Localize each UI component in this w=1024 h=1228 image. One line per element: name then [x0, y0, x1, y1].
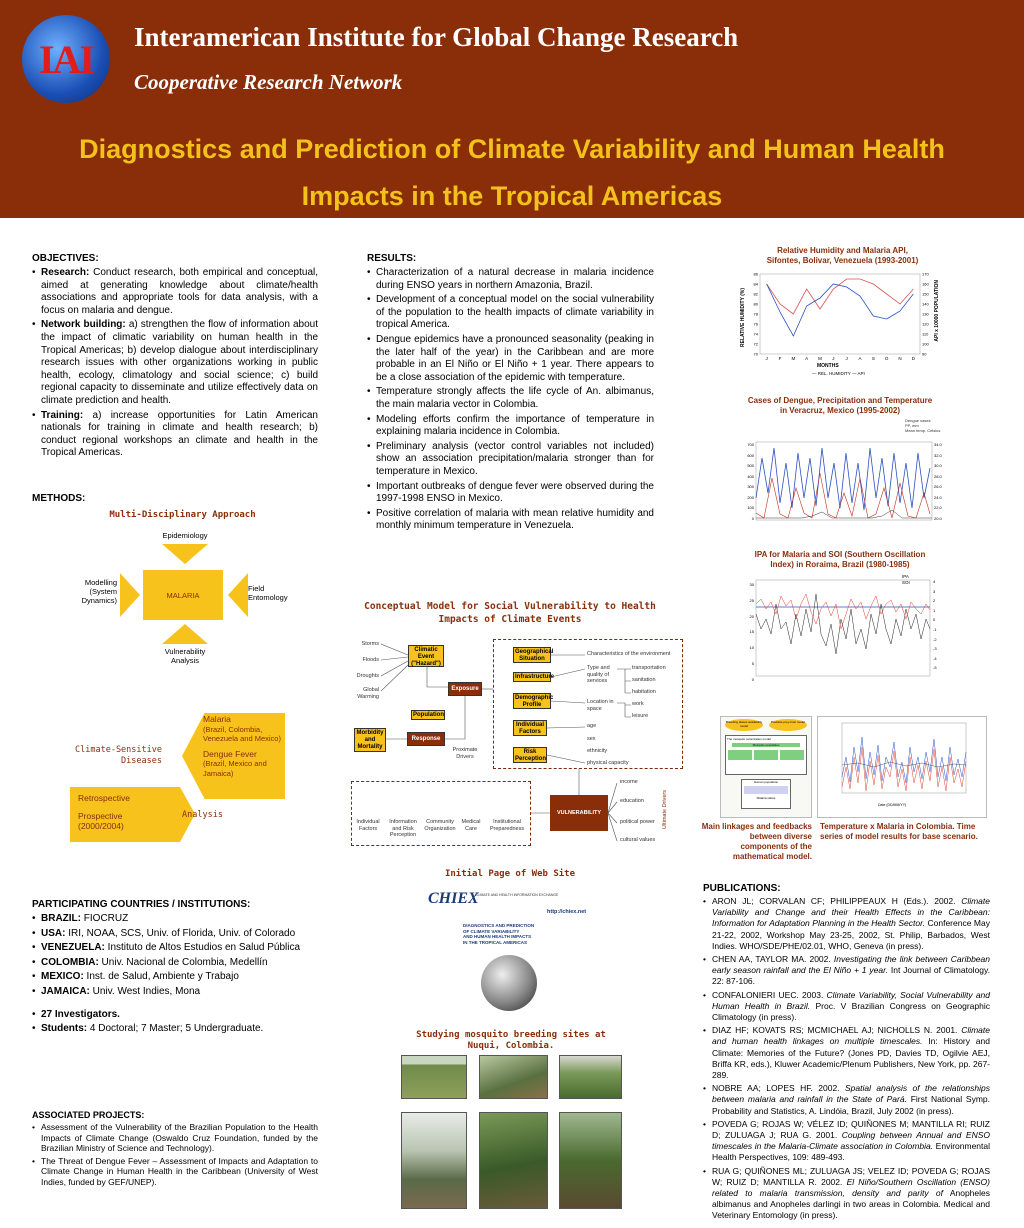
- title-line-2: Impacts in the Tropical Americas: [301, 181, 723, 211]
- y2-tick-label: 100: [922, 341, 929, 347]
- field-photo-5: [479, 1112, 548, 1209]
- chart2-frame: [742, 418, 947, 538]
- multidisciplinary-diagram: [60, 528, 310, 668]
- x-tick-label: J: [832, 356, 835, 361]
- concept-model-diagram: [345, 635, 685, 850]
- concept-model-connectors: [345, 635, 685, 850]
- legend-humidity: REL. HUMIDITY: [817, 371, 851, 376]
- timeseries-frame: [817, 716, 987, 818]
- arrow-right-shape: [120, 573, 140, 617]
- detail-location: Location in space: [587, 699, 614, 712]
- bottom-medical: Medical Care: [461, 819, 481, 832]
- detail-physical: physical capacity: [587, 760, 629, 766]
- detail-transportation: transportation: [632, 665, 666, 671]
- y2-tick-label: 110: [922, 331, 929, 337]
- climate-sensitive-label: Climate-Sensitive Diseases: [75, 745, 162, 766]
- mosquito-colonization-box: The mosquito colonization model Mosquito population: [725, 735, 807, 775]
- chart1-frame: [742, 268, 942, 380]
- detail-services: Type and quality of services: [587, 665, 610, 684]
- x-tick-label: A: [805, 356, 809, 361]
- objective-item: • Network building: a) strengthen the flow of information about the impact of climatic variability on human health in the Tropical Americas; b) develop dialogue about interdisciplinary research issues with other organizations working in public health, ecology, climatology and social science; c) build regional capacity to disseminate and utilize effectively data on climate prediction and health.: [32, 319, 318, 407]
- students-item: • Students: 4 Doctoral; 7 Master; 5 Undergraduate.: [32, 1023, 322, 1036]
- chart3-title: IPA for Malaria and SOI (Southern Oscillation Index) in Roraima, Brazil (1980-1985): [754, 550, 926, 569]
- field-photo-1: [401, 1055, 467, 1099]
- result-item: • Important outbreaks of dengue fever were observed during the 1997-1998 ENSO in Mexico.: [367, 481, 654, 506]
- participating-section: [32, 899, 322, 1038]
- response-box: Response: [407, 732, 445, 746]
- result-item: • Positive correlation of malaria with mean relative humidity and monthly minimum temperature in Venezuela.: [367, 508, 654, 533]
- investigators-item: • 27 Investigators.: [32, 1009, 322, 1022]
- factor-geographical: Geographical Situation: [515, 649, 554, 662]
- globe-image: [481, 955, 537, 1011]
- chart1-ylabel: RELATIVE HUMIDITY (%): [740, 288, 746, 347]
- x-tick-label: O: [884, 356, 889, 361]
- legend-api: API: [857, 371, 865, 376]
- y-tick-label: 74: [753, 331, 758, 337]
- malaria-countries: (Brazil, Colombia, Venezuela and Mexico): [203, 724, 281, 743]
- right-education: education: [620, 798, 644, 804]
- population-box: Population: [413, 712, 444, 718]
- driver-droughts: Droughts: [356, 673, 379, 679]
- website-screenshot: [425, 887, 600, 1025]
- linkages-diagram: [720, 716, 812, 818]
- bottom-individual: Individual Factors: [356, 819, 380, 832]
- human-population-box: Human population Malaria status: [741, 779, 791, 809]
- x-tick-label: J: [765, 356, 768, 361]
- factor-risk: Risk Perception: [515, 749, 547, 762]
- x-tick-label: J: [845, 356, 848, 361]
- chart1-title: Relative Humidity and Malaria API, Sifontes, Bolivar, Venezuela (1993-2001): [766, 246, 919, 265]
- breeding-model-box: Breeding places availability model: [725, 719, 763, 731]
- field-photo-4: [401, 1112, 467, 1209]
- chart1-plot-area: [760, 274, 920, 354]
- chart3-yticks: 30 25 20 15 10 5 0: [749, 582, 754, 682]
- associated-item: • Assessment of the Vulnerability of the Brazilian Population to the Health Impacts of Climate Change (Oswaldo Cruz Foundation, funded by the Brazilian Ministry of Science and Technology).: [32, 1122, 318, 1154]
- y-tick-label: 86: [753, 271, 758, 277]
- factor-demographic: Demographic Profile: [515, 695, 554, 708]
- y2-tick-label: 120: [922, 321, 929, 327]
- y2-tick-label: 90: [922, 351, 927, 357]
- predator-model-box: Predator-prey-host model: [769, 719, 807, 731]
- country-item: • VENEZUELA: Instituto de Altos Estudios en Salud Pública: [32, 942, 322, 955]
- arrow-down-shape: [162, 544, 208, 564]
- chart3-frame: [742, 574, 947, 694]
- y2-tick-label: 130: [922, 311, 929, 317]
- result-item: • Dengue epidemics have a pronounced seasonality (peaking in the later half of the year) in the Caribbean and are more probable in an El Niño or El Niño + 1 year. There appears to be a close association of the epidemic with temperature.: [367, 334, 654, 384]
- bottom-institutional: Institutional Preparedness: [489, 819, 525, 832]
- associated-item: • The Threat of Dengue Fever – Assessment of Impacts and Adaptation to Climate Change in Human Health in the Caribbean (University of West Indies, funded by GEF/UNEP).: [32, 1156, 318, 1188]
- timeseries-caption: Temperature x Malaria in Colombia. Time series of model results for base scenario.: [820, 822, 978, 841]
- associated-heading: ASSOCIATED PROJECTS:: [32, 1110, 145, 1120]
- chart1-y2label: API x 10000 POPULATION: [934, 280, 940, 342]
- publications-section: [703, 883, 990, 1224]
- analysis-label: Analysis: [182, 810, 223, 820]
- series-api-line: [767, 284, 914, 336]
- field-photo-6: [559, 1112, 622, 1209]
- legend-temp: Mean temp. Celsius: [905, 428, 941, 433]
- poster-title: [0, 126, 1024, 220]
- right-political: political power: [620, 819, 655, 825]
- driver-global-warming: Global Warming: [357, 687, 379, 700]
- publication-item: • CHEN AA, TAYLOR MA. 2002. Investigating the link between Caribbean early season rainfall and the El Niño + 1 year. Int Journal of Climatology. 22: 87-106.: [703, 954, 990, 988]
- x-tick-label: A: [858, 356, 862, 361]
- y-tick-label: 82: [753, 291, 758, 297]
- chart2-plot: [742, 418, 947, 538]
- dengue-countries: (Brazil, Mexico and Jamaica): [203, 759, 267, 778]
- disease-list: [203, 715, 283, 778]
- detail-sex: sex: [587, 736, 596, 742]
- right-income: income: [620, 779, 638, 785]
- x-tick-label: F: [778, 356, 782, 361]
- objective-item: • Training: a) increase opportunities for Latin American nationals for training in climate and health research; b) conduct regional workshops an climate and health in the Tropical Americas.: [32, 410, 318, 460]
- country-item: • BRAZIL: FIOCRUZ: [32, 913, 322, 926]
- site-title: DIAGNOSTICS AND PREDICTION OF CLIMATE VARIABILITY AND HUMAN HEALTH IMPACTS IN THE TROPICAL AMERICAS: [463, 923, 535, 945]
- results-section: [367, 253, 654, 535]
- objective-item: • Research: Conduct research, both empirical and conceptual, aimed at generating knowledge about climate/health associations and appropriate tools for data analysis, with a focus on malaria and dengue.: [32, 267, 318, 317]
- bottom-community: Community Organization: [424, 819, 456, 832]
- network-name: Cooperative Research Network: [134, 70, 403, 94]
- bottom-information: Information and Risk Perception: [389, 819, 417, 838]
- detail-habitation: habitation: [632, 689, 656, 695]
- country-item: • COLOMBIA: Univ. Nacional de Colombia, Medellín: [32, 957, 322, 970]
- epidemiology-label: Epidemiology: [162, 531, 208, 540]
- y2-tick-label: 140: [922, 301, 929, 307]
- legend-ipa: IPA: [902, 574, 909, 579]
- field-photo-3: [559, 1055, 622, 1099]
- climatic-event-box: Climatic Event ("Hazard"): [408, 645, 444, 667]
- linkages-caption: Main linkages and feedbacks between diverse components of the mathematical model.: [701, 822, 812, 861]
- modelling-label: Modelling (System Dynamics): [81, 578, 117, 605]
- chiex-logo: CHIEX: [428, 890, 479, 907]
- publications-heading: PUBLICATIONS:: [703, 883, 781, 894]
- factor-infrastructure: Infrastructure: [515, 674, 555, 680]
- x-tick-label: S: [871, 356, 875, 361]
- title-line-1: Diagnostics and Prediction of Climate Variability and Human Health: [79, 134, 945, 164]
- chart1-xlabel: MONTHS: [817, 363, 839, 369]
- malaria-title: Malaria: [203, 714, 231, 724]
- x-tick-label: N: [898, 356, 902, 361]
- participating-heading: PARTICIPATING COUNTRIES / INSTITUTIONS:: [32, 899, 251, 910]
- x-tick-label: M: [791, 356, 796, 361]
- country-item: • MEXICO: Inst. de Salud, Ambiente y Trabajo: [32, 971, 322, 984]
- driver-storms: Storms: [361, 641, 379, 647]
- methods-heading: METHODS:: [32, 493, 86, 504]
- ultimate-drivers-label: Ultimate Drivers: [662, 790, 668, 830]
- y-tick-label: 78: [753, 311, 758, 317]
- legend-soi: SOI: [902, 580, 910, 585]
- legend-pp: PP, mm: [905, 423, 919, 428]
- poster-header: [0, 0, 1024, 218]
- publication-item: • CONFALONIERI UEC. 2003. Climate Variability, Social Vulnerability and Human Health in Brazil. Proc. V Brazilian Congress on Geographic Climatology (in press).: [703, 990, 990, 1024]
- country-item: • JAMAICA: Univ. West Indies, Mona: [32, 986, 322, 999]
- y2-tick-label: 170: [922, 271, 929, 277]
- y-tick-label: 76: [753, 321, 758, 327]
- legend-dengue: Dengue cases: [905, 418, 931, 423]
- country-item: • USA: IRI, NOAA, SCS, Univ. of Florida, Univ. of Colorado: [32, 928, 322, 941]
- detail-leisure: leisure: [632, 713, 649, 719]
- chart3-y2ticks: 4 3 2 1 0 -1 -2 -3 -4 -5: [933, 579, 937, 671]
- x-tick-label: D: [911, 356, 915, 361]
- dengue-title: Dengue Fever: [203, 748, 257, 759]
- publication-item: • DIAZ HF; KOVATS RS; MCMICHAEL AJ; NICHOLLS N. 2001. Climate and human health linkages on multiple timescales. In: History and Climate: Memories of the Future? (Jones PD, Davies TD, Ogilvie AEJ, Briffa KR, eds.), Kluwer Academic/Plenum Publishers, New York, pp. 267-289.: [703, 1025, 990, 1081]
- malaria-center-box: MALARIA: [143, 570, 223, 620]
- publication-item: • ARON JL; CORVALAN CF; PHILIPPEAUX H (Eds.). 2002. Climate Variability and Change and their Health Effects in the Caribbean: Information for Adaptation Planning in the Health Sector. Conference May 21-22, 2002, Workshop May 23-25, 2002, St. Philip, Barbados, West Indies. WHO/SDE/PHE/02.01, WHO, Geneva (in press).: [703, 896, 990, 952]
- y-tick-label: 80: [753, 301, 758, 307]
- result-item: • Development of a conceptual model on the social vulnerability of the population to the health impacts of climate variability in tropical America.: [367, 294, 654, 332]
- chart2-yticks: 700 600 500 400 300 200 100 0: [747, 442, 754, 521]
- chiex-subtitle: CLIMATE AND HEALTH INFORMATION EXCHANGE: [475, 893, 559, 897]
- arrow-up-shape: [162, 624, 208, 644]
- chart1-legend: — REL. HUMIDITY — API: [812, 371, 865, 376]
- driver-floods: Floods: [362, 657, 379, 663]
- result-item: • Characterization of a natural decrease in malaria incidence during ENSO years in northern Amazonia, Brazil.: [367, 267, 654, 292]
- detail-age: age: [587, 723, 597, 729]
- field-photo-2: [479, 1055, 548, 1099]
- institute-name: Interamerican Institute for Global Change Research: [134, 22, 739, 52]
- y2-tick-label: 160: [922, 281, 929, 287]
- associated-section: [32, 1110, 318, 1190]
- publication-item: • NOBRE AA; LOPES HF. 2002. Spatial analysis of the relationships between malaria and rainfall in the State of Pará. First National Symp. Probability and Statistics, A. Lindóia, Brazil, July 2002 (in press).: [703, 1083, 990, 1117]
- vulnerability-label: Vulnerability Analysis: [164, 647, 206, 665]
- publication-item: • RUA G; QUIÑONES ML; ZULUAGA JS; VELEZ ID; POVEDA G; ROJAS W; RUIZ D; MANTILLA R. 2002. El Niño/Southern Oscillation (ENSO) related to malaria transmission, density and parity of Anopheles albimanus and Anopheles darlingi in two areas in Colombia. Medical and Veterinary Entomology (in press).: [703, 1166, 990, 1222]
- y-tick-label: 72: [753, 341, 758, 347]
- factor-individual: Individual Factors: [513, 720, 547, 736]
- prospective-years: (2000/2004): [78, 821, 124, 831]
- prospective-label: Prospective: [78, 811, 123, 821]
- result-item: • Preliminary analysis (vector control variables not included) show an association precipitation/malaria stronger than for temperature in Mexico.: [367, 441, 654, 479]
- y-tick-label: 70: [753, 351, 758, 357]
- arrow-left-shape: [228, 573, 248, 617]
- website-caption: Initial Page of Web Site: [444, 869, 576, 879]
- proximate-drivers-label: Proximate Drivers: [452, 747, 478, 760]
- chiex-url: http://chiex.net: [547, 909, 587, 915]
- series-humidity-line: [767, 279, 914, 314]
- morbidity-box: Morbidity and Mortality: [354, 728, 386, 752]
- chart3-plot: [742, 574, 947, 694]
- objectives-heading: OBJECTIVES:: [32, 253, 99, 264]
- objectives-section: [32, 253, 318, 462]
- detail-ethnicity: ethnicity: [587, 748, 608, 754]
- exposure-box: Exposure: [448, 682, 482, 696]
- field-entomology-label: Field Entomology: [248, 584, 288, 602]
- result-item: • Temperature strongly affects the life cycle of An. albimanus, the main malaria vector in Colombia.: [367, 386, 654, 411]
- retrospective-label: Retrospective: [78, 793, 130, 803]
- chart1-plot: [742, 268, 942, 380]
- chart2-title: Cases of Dengue, Precipitation and Temperature in Veracruz, Mexico (1995-2002): [747, 396, 933, 415]
- detail-sanitation: sanitation: [632, 677, 656, 683]
- y2-tick-label: 150: [922, 291, 929, 297]
- x-tick-label: M: [818, 356, 822, 361]
- results-heading: RESULTS:: [367, 253, 417, 264]
- detail-environment: Characteristics of the environment: [587, 651, 671, 657]
- y-tick-label: 84: [753, 281, 758, 287]
- detail-work: work: [632, 701, 644, 707]
- analysis-box: [70, 787, 180, 842]
- publication-item: • POVEDA G; ROJAS W; VÉLEZ ID; QUIÑONES M; MANTILLA RI; RUIZ D; ZULUAGA J; RUA G. 2001. Coupling between Annual and ENSO timescales in the Malaria-Climate association in Colombia. Environmental Health Perspectives, 109: 489-493.: [703, 1119, 990, 1164]
- result-item: • Modeling efforts confirm the importance of temperature in explaining malaria incidence in Colombia.: [367, 414, 654, 439]
- methods-diagram-title: Multi-Disciplinary Approach: [109, 510, 256, 520]
- iai-logo: [22, 15, 110, 103]
- vulnerability-box: VULNERABILITY: [550, 795, 608, 831]
- concept-model-title: Conceptual Model for Social Vulnerability to Health Impacts of Climate Events: [364, 601, 656, 625]
- mosquito-caption: Studying mosquito breeding sites at Nuqui, Colombia.: [416, 1030, 606, 1051]
- logo-text: IAI: [38, 36, 94, 82]
- right-cultural: cultural values: [620, 837, 656, 843]
- chart2-y2ticks: 34.0 32.0 30.0 28.0 26.0 24.0 22.0 20.0: [934, 442, 942, 521]
- timeseries-xlabel: Date (DD/MM/YY): [878, 803, 907, 807]
